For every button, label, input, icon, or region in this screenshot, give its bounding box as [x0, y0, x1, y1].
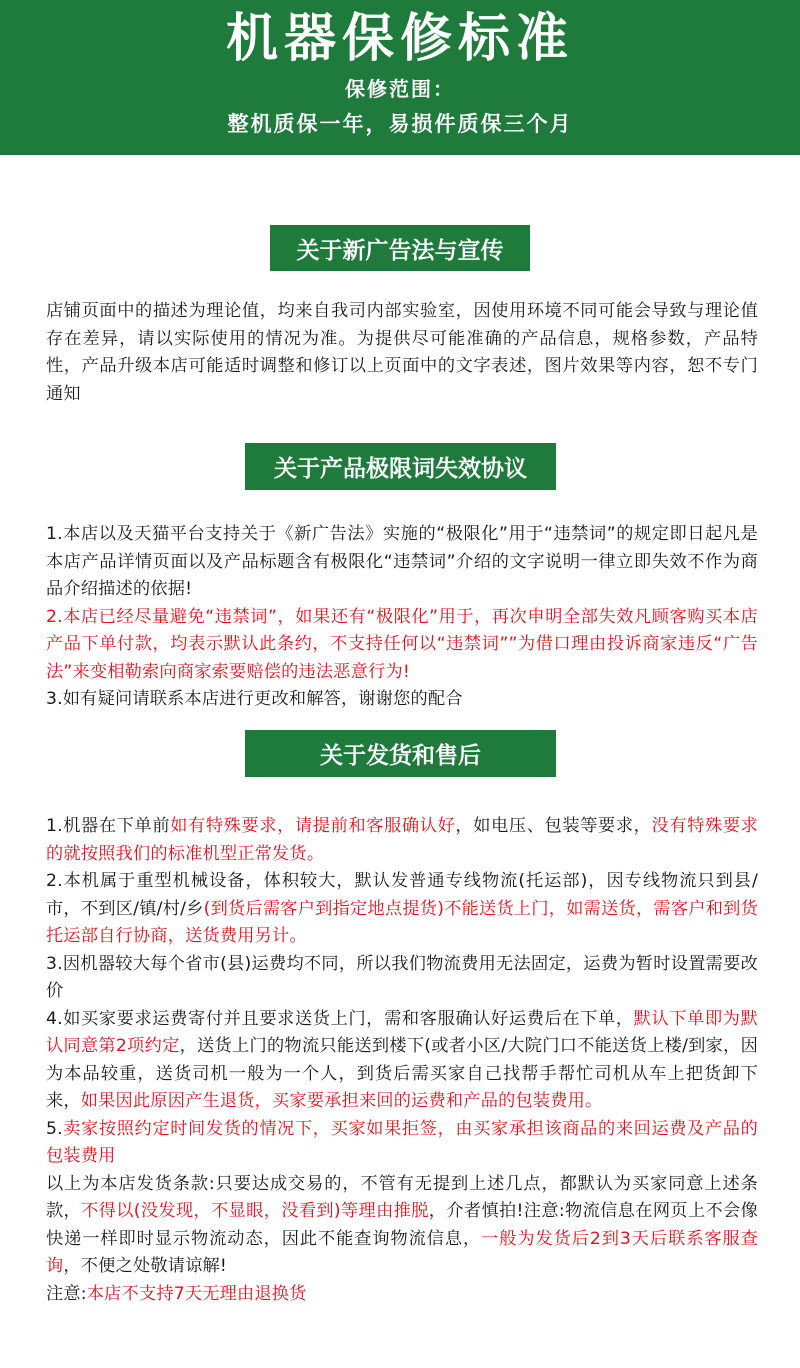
extreme-words-text — [46, 521, 758, 714]
body-text: ，送货上门的物流只能送到楼下(或者小区/大院门口不能送货上楼/到家，因为本品较重，送货司机一般为一个人，到货后需买家自己找帮手帮忙司机从车上把货卸下来， — [46, 1036, 758, 1111]
warranty-terms: 整机质保一年，易损件质保三个月 — [227, 112, 573, 136]
section-heading-text: 关于新广告法与宣传 — [296, 237, 504, 264]
highlighted-text: 默认下单即为默认同意第2项约定 — [46, 1008, 758, 1056]
body-text: 4.如买家要求运费寄付并且要求送货上门，需和客服确认好运费后在下单， — [46, 1008, 634, 1029]
body-text: 2.本机属于重型机械设备，体积较大，默认发普通专线物流(托运部)，因专线物流只到县/市，不到区/镇/村/乡 — [46, 871, 758, 919]
paragraph — [46, 298, 758, 408]
warranty-banner — [0, 0, 800, 155]
highlighted-text: 如果因此原因产生退货，买家要承担来回的运费和产品的包装费用。 — [80, 1091, 603, 1111]
paragraph — [46, 1006, 758, 1116]
highlighted-text: 2.本店已经尽量避免“违禁词”，如果还有“极限化”用于，再次申明全部失效凡顾客购买本店产品下单付款，均表示默认此条约，不支持任何以“违禁词””为借口理由投诉商家违反“广告法”来变相勒索向商家索要赔偿的违法恶意行为! — [46, 606, 758, 682]
body-text: 1.本店以及天猫平台支持关于《新广告法》实施的“极限化”用于“违禁词”的规定即日起凡是本店产品详情页面以及产品标题含有极限化“违禁词”介绍的文字说明一律立即失效不作为商品介绍描述的依据! — [46, 524, 758, 599]
body-text: ，不便之处敬请谅解! — [63, 1256, 227, 1276]
paragraph — [46, 604, 758, 687]
paragraph — [46, 951, 758, 1006]
body-text: 以上为本店发货条款:只要达成交易的，不管有无提到上述几点，都默认为买家同意上述条款， — [46, 1173, 758, 1221]
highlighted-text: 不得以(没发现，不显眼，没看到)等理由推脱 — [81, 1201, 429, 1221]
shipping-text — [46, 813, 758, 1308]
warranty-scope-label: 保修范围： — [345, 77, 455, 101]
section-heading-text: 关于产品极限词失效协议 — [274, 456, 527, 482]
body-text: ，如电压、包装等要求， — [455, 816, 652, 836]
body-text: 3.因机器较大每个省市(县)运费均不同，所以我们物流费用无法固定，运费为暂时设置需要改价 — [46, 953, 758, 1001]
body-text: 1.机器在下单前 — [46, 816, 171, 836]
section-heading-advertising-law — [270, 225, 530, 271]
highlighted-text: 没有特殊要求的就按照我们的标准机型正常发货。 — [46, 816, 759, 864]
body-text: 3.如有疑问请联系本店进行更改和解答，谢谢您的配合 — [46, 689, 463, 709]
body-text: ，介者慎拍!注意:物流信息在网页上不会像快递一样即时显示物流动态，因此不能查询物流信息， — [46, 1201, 758, 1249]
body-text: 注意: — [46, 1283, 87, 1304]
highlighted-text: 卖家按照约定时间发货的情况下，买家如果拒签，由买家承担该商品的来回运费及产品的包装费用 — [46, 1118, 758, 1166]
body-text: 5. — [46, 1118, 63, 1139]
section-heading-extreme-words — [245, 443, 556, 490]
section-heading-text: 关于发货和售后 — [320, 743, 481, 769]
paragraph — [46, 813, 758, 868]
advertising-law-text — [46, 298, 758, 408]
paragraph — [46, 686, 758, 714]
paragraph — [46, 1171, 758, 1281]
body-text: 店铺页面中的描述为理论值，均来自我司内部实验室，因使用环境不同可能会导致与理论值存在差异，请以实际使用的情况为准。为提供尽可能准确的产品信息，规格参数，产品特性，产品升级本店可能适时调整和修订以上页面中的文字表述，图片效果等内容，恕不专门通知 — [46, 301, 758, 404]
highlighted-text: 如有特殊要求，请提前和客服确认好 — [170, 816, 456, 836]
highlighted-text: 本店不支持7天无理由退换货 — [86, 1283, 307, 1304]
highlighted-text: (到货后需客户到指定地点提货)不能送货上门，如需送货，需客户和到货托运部自行协商，送货费用另计。 — [46, 898, 758, 946]
page-title: 机器保修标准 — [225, 9, 574, 69]
paragraph — [46, 521, 758, 604]
paragraph — [46, 1281, 758, 1309]
paragraph — [46, 868, 758, 951]
paragraph — [46, 1116, 758, 1171]
section-heading-shipping — [245, 730, 556, 777]
highlighted-text: 一般为发货后2到3天后联系客服查询 — [46, 1228, 758, 1276]
